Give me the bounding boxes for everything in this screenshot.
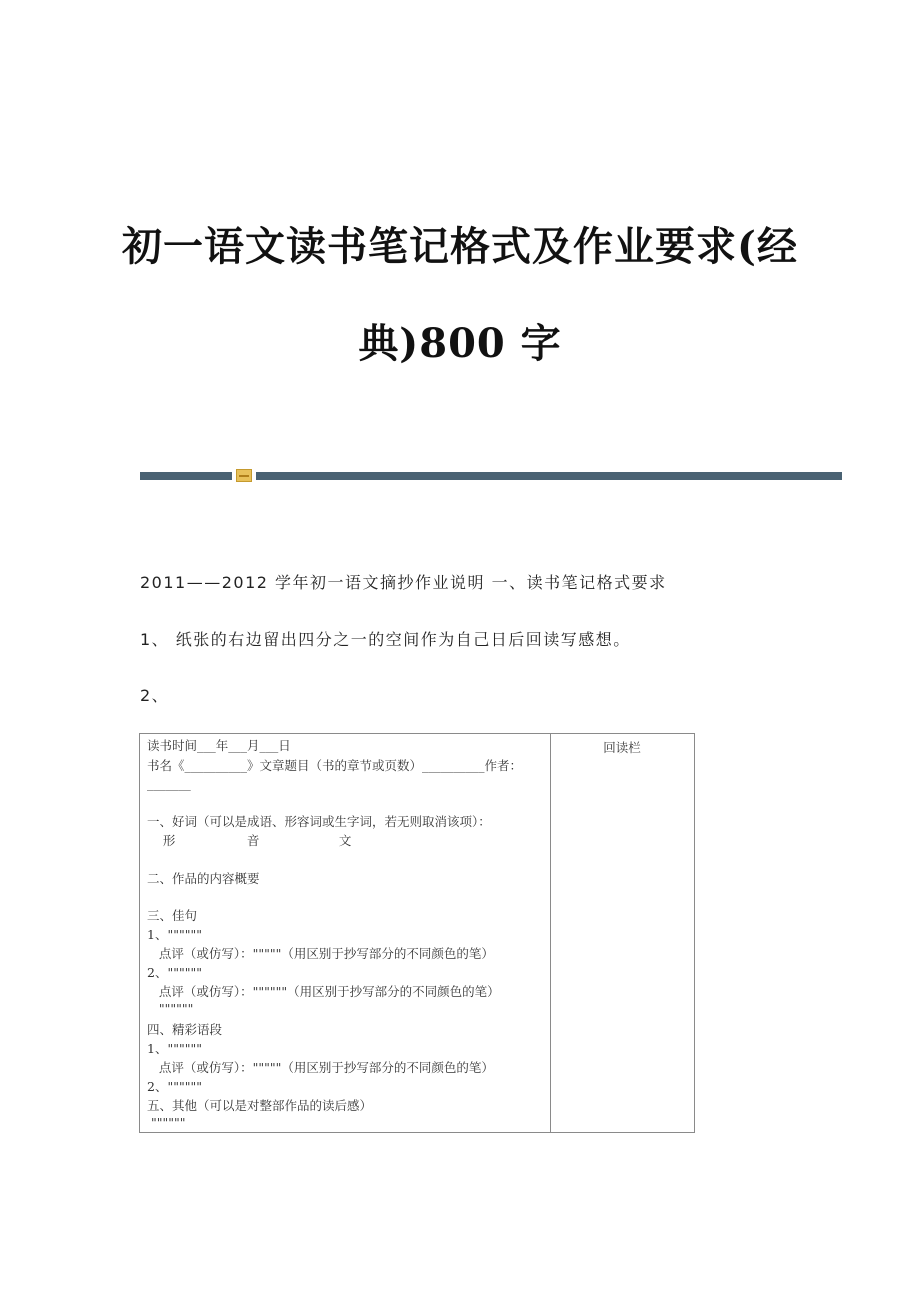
- paragraph-item-1: 1、 纸张的右边留出四分之一的空间作为自己日后回读写感想。: [140, 630, 631, 649]
- divider-bar-right: [256, 472, 842, 480]
- template-line: 二、作品的内容概要: [147, 871, 260, 886]
- paragraph-intro: 2011——2012 学年初一语文摘抄作业说明 一、读书笔记格式要求: [140, 573, 667, 592]
- template-line: 2、"""""": [147, 965, 202, 980]
- template-line: 读书时间___年___月___日: [147, 738, 291, 753]
- template-line: 形 音 文: [147, 833, 352, 848]
- template-line: _______: [147, 776, 191, 791]
- paragraph-item-2: 2、: [140, 686, 170, 705]
- document-title-line-2: 典)800 字: [358, 320, 562, 367]
- template-line: 五、其他（可以是对整部作品的读后感）: [147, 1098, 373, 1113]
- template-line: 2、"""""": [147, 1079, 202, 1094]
- template-line: 1、"""""": [147, 927, 202, 942]
- template-line: 三、佳句: [147, 908, 198, 923]
- review-column-header: 回读栏: [603, 740, 641, 755]
- divider-bar-left: [140, 472, 232, 480]
- table-column-divider: [550, 734, 551, 1132]
- template-line: 点评（或仿写）："""""（用区别于抄写部分的不同颜色的笔）: [147, 1060, 494, 1075]
- template-line: 1、"""""": [147, 1041, 202, 1056]
- template-line: 点评（或仿写）：""""""（用区别于抄写部分的不同颜色的笔）: [147, 984, 500, 999]
- template-line: """""": [147, 1115, 186, 1130]
- template-line: 四、精彩语段: [147, 1022, 223, 1037]
- template-line: 书名《__________》文章题目（书的章节或页数）__________作者：: [147, 758, 523, 773]
- envelope-icon: [236, 469, 252, 482]
- document-title-line-1: 初一语文读书笔记格式及作业要求(经: [122, 223, 798, 270]
- template-line: 一、好词（可以是成语、形容词或生字词，若无则取消该项）：: [147, 814, 491, 829]
- notebook-template-table: [139, 733, 695, 1133]
- template-line: 点评（或仿写）："""""（用区别于抄写部分的不同颜色的笔）: [147, 946, 494, 961]
- template-line: """""": [147, 1001, 194, 1016]
